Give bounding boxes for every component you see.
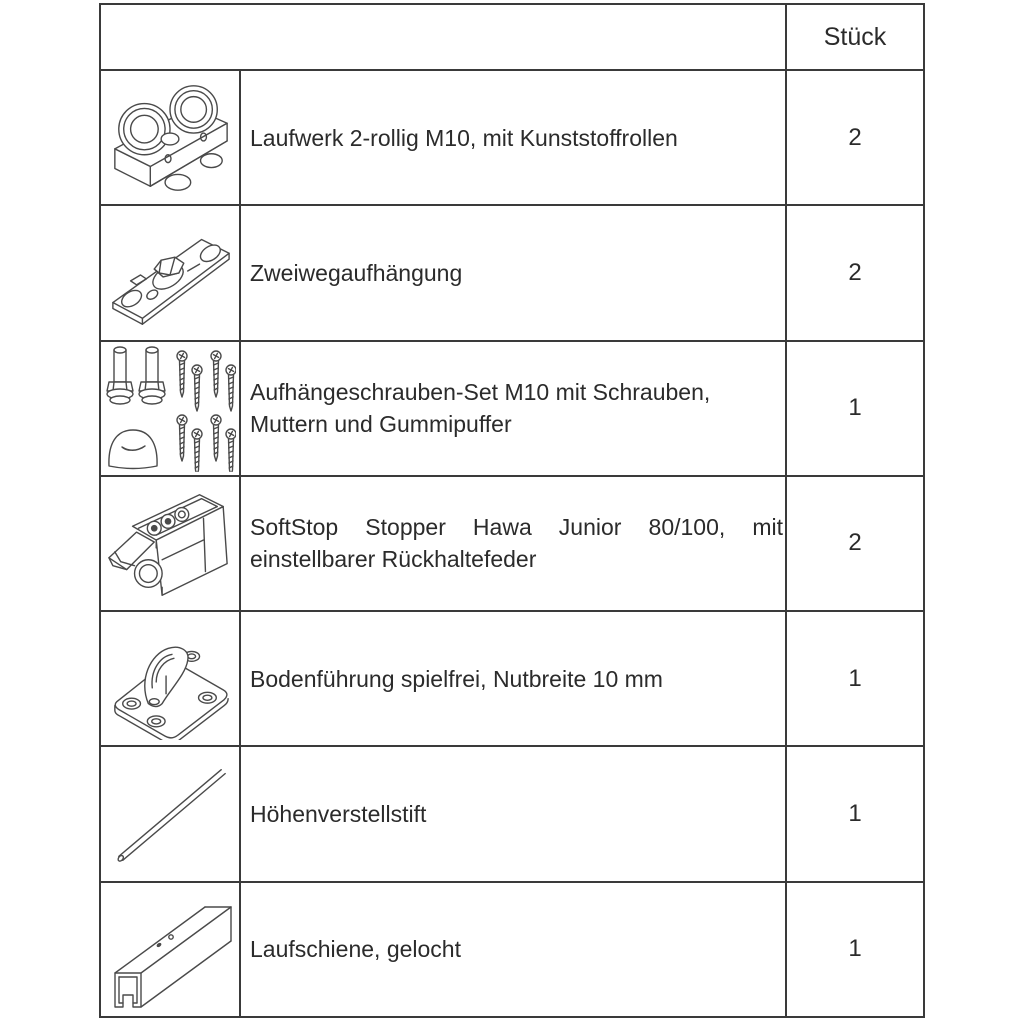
zweiwegaufhaengung-image-cell bbox=[101, 206, 241, 339]
laufwerk-image-cell bbox=[101, 71, 241, 204]
schraubenset-description: Aufhängeschrauben-Set M10 mit Schrauben, Muttern und Gummipuffer bbox=[250, 379, 711, 438]
running-track-drawing bbox=[103, 885, 237, 1013]
softstop-description: SoftStop Stopper Hawa Junior 80/100, mit einstellbarer Rückhaltefeder bbox=[250, 514, 783, 573]
laufschiene-qty: 1 bbox=[848, 935, 862, 963]
header-empty-cell bbox=[101, 5, 787, 69]
table-row-hoehenverstellstift bbox=[101, 747, 923, 882]
table-row-laufwerk bbox=[101, 71, 923, 206]
softstop-stopper-drawing bbox=[105, 482, 235, 604]
table-row-schraubenset bbox=[101, 342, 923, 477]
laufschiene-description: Laufschiene, gelocht bbox=[250, 936, 461, 963]
laufwerk-qty-cell bbox=[787, 71, 923, 204]
bodenfuehrung-qty: 1 bbox=[848, 664, 862, 692]
floor-guide-drawing bbox=[105, 618, 235, 740]
laufwerk-description: Laufwerk 2-rollig M10, mit Kunststoffrollen bbox=[250, 124, 678, 151]
softstop-qty: 2 bbox=[848, 529, 862, 557]
laufschiene-description-cell bbox=[241, 883, 787, 1016]
schraubenset-qty: 1 bbox=[848, 394, 862, 422]
schraubenset-qty-cell bbox=[787, 342, 923, 475]
hoehenverstellstift-description: Höhenverstellstift bbox=[250, 800, 427, 827]
hoehenverstellstift-qty: 1 bbox=[848, 800, 862, 828]
softstop-description-cell bbox=[241, 477, 787, 610]
schraubenset-image-cell bbox=[101, 342, 241, 475]
laufwerk-qty: 2 bbox=[848, 123, 862, 151]
bodenfuehrung-description-cell bbox=[241, 612, 787, 745]
table-row-softstop bbox=[101, 477, 923, 612]
header-qty-cell bbox=[787, 5, 923, 69]
softstop-qty-cell bbox=[787, 477, 923, 610]
qty-column-label: Stück bbox=[823, 22, 887, 51]
laufschiene-qty-cell bbox=[787, 883, 923, 1016]
softstop-image-cell bbox=[101, 477, 241, 610]
suspension-screw-set-drawing bbox=[104, 344, 236, 472]
bodenfuehrung-qty-cell bbox=[787, 612, 923, 745]
two-way-suspension-plate-drawing bbox=[105, 215, 235, 331]
table-header-row bbox=[101, 5, 923, 71]
table-row-zweiwegaufhaengung bbox=[101, 206, 923, 341]
parts-table bbox=[99, 3, 925, 1018]
table-row-laufschiene bbox=[101, 883, 923, 1016]
schraubenset-description-cell bbox=[241, 342, 787, 475]
zweiwegaufhaengung-qty-cell bbox=[787, 206, 923, 339]
laufwerk-description-cell bbox=[241, 71, 787, 204]
laufschiene-image-cell bbox=[101, 883, 241, 1016]
zweiwegaufhaengung-description: Zweiwegaufhängung bbox=[250, 259, 463, 286]
zweiwegaufhaengung-description-cell bbox=[241, 206, 787, 339]
hoehenverstellstift-image-cell bbox=[101, 747, 241, 880]
hoehenverstellstift-qty-cell bbox=[787, 747, 923, 880]
table-row-bodenfuehrung bbox=[101, 612, 923, 747]
hoehenverstellstift-description-cell bbox=[241, 747, 787, 880]
two-roller-carriage-drawing bbox=[105, 77, 235, 199]
bodenfuehrung-description: Bodenführung spielfrei, Nutbreite 10 mm bbox=[250, 665, 663, 692]
bodenfuehrung-image-cell bbox=[101, 612, 241, 745]
height-adjustment-pin-drawing bbox=[105, 755, 235, 873]
zweiwegaufhaengung-qty: 2 bbox=[848, 258, 862, 286]
